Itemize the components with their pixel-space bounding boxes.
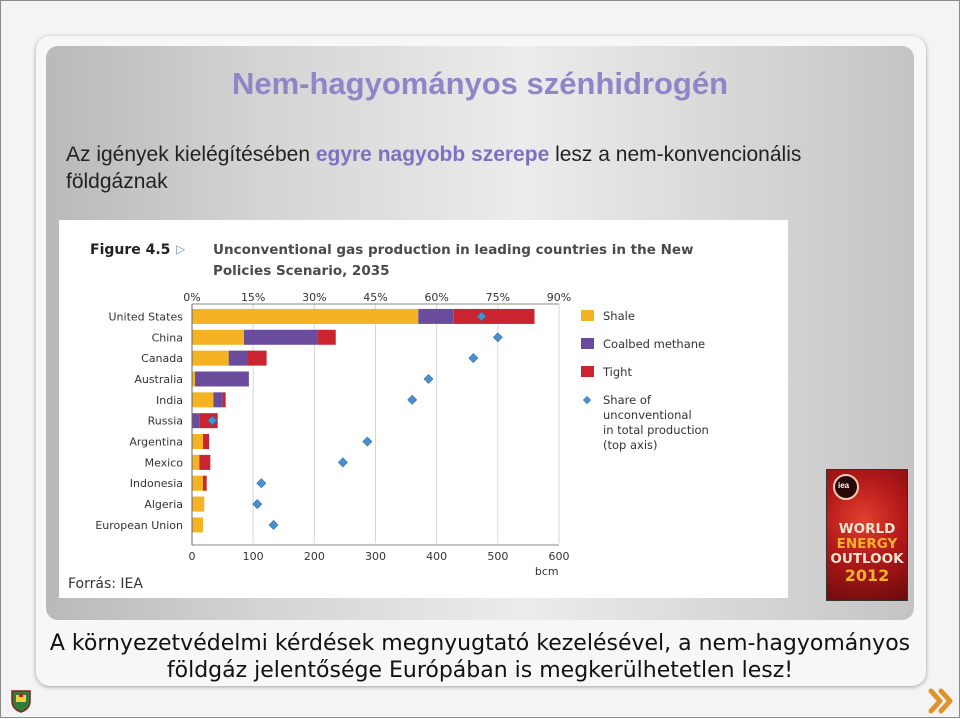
share-marker (269, 520, 278, 529)
top-axis-tick-label: 90% (546, 291, 572, 304)
slide-title: Nem-hagyományos szénhidrogén (231, 66, 729, 101)
bar-shale (192, 392, 213, 407)
x-axis-tick-label: 100 (242, 550, 264, 563)
x-axis-tick-label: 400 (426, 550, 448, 563)
university-crest-icon (10, 689, 32, 713)
legend-share-label: (top axis) (603, 438, 658, 452)
unconventional-gas-chart (59, 220, 788, 598)
bar-tight (454, 309, 535, 324)
legend-share-label: Share of (603, 393, 651, 407)
share-marker (253, 500, 262, 509)
category-label: Canada (141, 352, 183, 366)
legend-share-label: unconventional (603, 408, 692, 422)
intro-highlight: egyre nagyobb szerepe (315, 143, 550, 166)
category-label: India (156, 393, 183, 407)
share-marker (257, 479, 266, 488)
bar-tight (223, 392, 226, 407)
category-label: Russia (147, 414, 183, 428)
top-axis-tick-label: 0% (183, 291, 201, 304)
bar-shale (192, 517, 203, 532)
category-label: Indonesia (129, 477, 183, 491)
legend-share-label: in total production (603, 423, 709, 437)
x-axis-label: bcm (534, 565, 559, 578)
legend-share-marker (583, 396, 591, 404)
bar-coalbed-methane (192, 413, 199, 428)
category-label: China (151, 331, 183, 345)
share-marker (424, 374, 433, 383)
top-axis-tick-label: 45% (363, 291, 388, 304)
bar-coalbed-methane (195, 371, 249, 386)
bar-coalbed-methane (229, 351, 247, 366)
bar-tight (247, 351, 267, 366)
x-axis-tick-label: 200 (303, 550, 325, 563)
share-marker (493, 333, 502, 342)
top-axis-tick-label: 75% (485, 291, 511, 304)
category-label: European Union (95, 518, 183, 532)
legend-label: Coalbed methane (603, 337, 706, 351)
bar-shale (192, 476, 203, 491)
slide-caption: A környezetvédelmi kérdések megnyugtató kezelésével, a nem-hagyományos földgáz jelentősége Európában is megkerülhetetlen lesz! (49, 631, 911, 683)
chart-title-line-1: Unconventional gas production in leading countries in the New (213, 242, 694, 258)
book-title-energy: ENERGY (836, 536, 898, 552)
top-axis-tick-label: 30% (302, 291, 327, 304)
bar-tight (203, 434, 209, 449)
legend-label: Shale (603, 309, 635, 323)
next-slide-icon[interactable] (928, 688, 956, 714)
figure-arrow-icon: ▷ (176, 242, 186, 256)
book-year: 2012 (844, 566, 890, 585)
bar-shale (192, 330, 244, 345)
figure-label: Figure 4.5 (90, 242, 171, 258)
legend-swatch (581, 310, 594, 321)
legend-label: Tight (603, 365, 632, 379)
x-axis-tick-label: 600 (548, 550, 570, 563)
category-label: United States (108, 310, 183, 324)
x-axis-tick-label: 0 (188, 550, 196, 563)
bar-shale (192, 497, 204, 512)
intro-text-start: Az igények kielégítésében (66, 143, 316, 166)
bar-shale (192, 351, 229, 366)
iea-logo-text: iea (838, 481, 850, 490)
bar-coalbed-methane (244, 330, 317, 345)
x-axis-tick-label: 300 (365, 550, 386, 563)
intro-text (66, 141, 886, 195)
chart-title-line-2: Policies Scenario, 2035 (213, 263, 390, 279)
iea-figure (59, 220, 788, 598)
bar-shale (192, 455, 199, 470)
weo-2012-book-cover (826, 469, 908, 601)
intro-text-end: lesz a nem-konvencionális földgáznak (66, 143, 802, 193)
share-marker (408, 395, 417, 404)
bar-tight (317, 330, 335, 345)
top-axis-tick-label: 15% (240, 291, 266, 304)
source-label: Forrás: IEA (68, 576, 143, 592)
top-axis-tick-label: 60% (424, 291, 449, 304)
share-marker (363, 437, 372, 446)
category-label: Australia (134, 372, 183, 386)
bar-coalbed-methane (418, 309, 453, 324)
x-axis-tick-label: 500 (487, 550, 509, 563)
legend-swatch (581, 338, 594, 349)
book-title-outlook: OUTLOOK (830, 551, 904, 567)
bar-tight (199, 455, 210, 470)
bar-shale (192, 434, 203, 449)
share-marker (338, 458, 347, 467)
share-marker (469, 354, 478, 363)
legend-swatch (581, 366, 594, 377)
category-label: Argentina (129, 435, 183, 449)
bar-shale (192, 309, 418, 324)
book-title-world: WORLD (838, 521, 896, 537)
category-label: Algeria (144, 498, 183, 512)
bar-tight (203, 476, 207, 491)
category-label: Mexico (144, 456, 183, 470)
bar-coalbed-methane (213, 392, 222, 407)
iea-logo-icon (833, 474, 859, 500)
